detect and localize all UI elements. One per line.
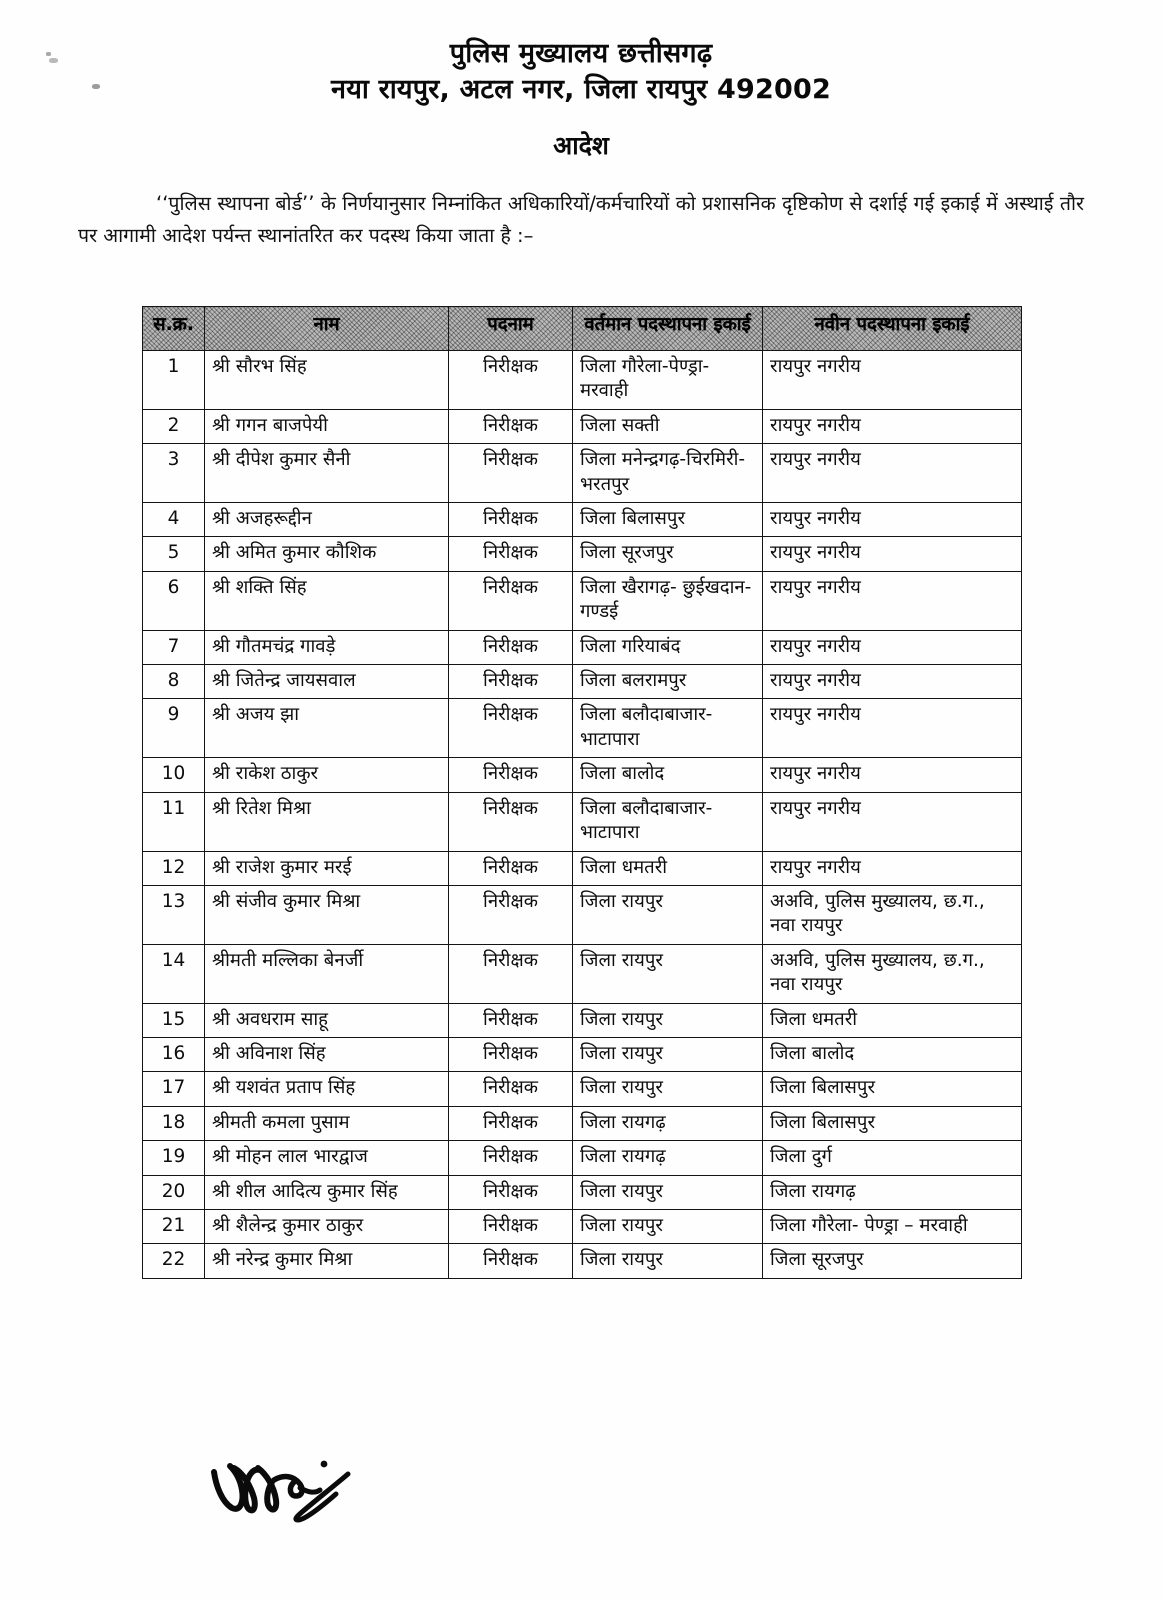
table-body [143, 351, 1022, 1279]
column-header-serial: स.क्र. [143, 307, 205, 351]
cell-serial: 4 [143, 503, 205, 537]
cell-new-unit: जिला दुर्ग [763, 1141, 1022, 1175]
cell-serial: 21 [143, 1209, 205, 1243]
cell-name: श्री यशवंत प्रताप सिंह [205, 1072, 449, 1106]
cell-designation: निरीक्षक [449, 699, 573, 758]
cell-new-unit: रायपुर नगरीय [763, 699, 1022, 758]
table-row [143, 885, 1022, 944]
table-row [143, 699, 1022, 758]
cell-serial: 14 [143, 944, 205, 1003]
cell-current-unit: जिला बलौदाबाजार-भाटापारा [573, 699, 763, 758]
cell-new-unit: रायपुर नगरीय [763, 571, 1022, 630]
cell-name: श्रीमती कमला पुसाम [205, 1106, 449, 1140]
cell-serial: 22 [143, 1244, 205, 1278]
cell-name: श्री मोहन लाल भारद्वाज [205, 1141, 449, 1175]
cell-serial: 5 [143, 537, 205, 571]
cell-current-unit: जिला सक्ती [573, 409, 763, 443]
table-row [143, 409, 1022, 443]
cell-serial: 12 [143, 851, 205, 885]
cell-designation: निरीक्षक [449, 758, 573, 792]
cell-current-unit: जिला सूरजपुर [573, 537, 763, 571]
table-row [143, 351, 1022, 410]
cell-name: श्रीमती मल्लिका बेनर्जी [205, 944, 449, 1003]
cell-designation: निरीक्षक [449, 1072, 573, 1106]
cell-new-unit: रायपुर नगरीय [763, 665, 1022, 699]
cell-serial: 3 [143, 444, 205, 503]
document-header [0, 0, 1162, 162]
cell-name: श्री राकेश ठाकुर [205, 758, 449, 792]
table-row [143, 1244, 1022, 1278]
cell-name: श्री नरेन्द्र कुमार मिश्रा [205, 1244, 449, 1278]
cell-designation: निरीक्षक [449, 792, 573, 851]
cell-designation: निरीक्षक [449, 1141, 573, 1175]
table-row [143, 1037, 1022, 1071]
table-row [143, 1209, 1022, 1243]
table-row [143, 851, 1022, 885]
cell-name: श्री अमित कुमार कौशिक [205, 537, 449, 571]
cell-current-unit: जिला धमतरी [573, 851, 763, 885]
cell-serial: 10 [143, 758, 205, 792]
cell-current-unit: जिला मनेन्द्रगढ़-चिरमिरी-भरतपुर [573, 444, 763, 503]
cell-new-unit: जिला धमतरी [763, 1003, 1022, 1037]
cell-current-unit: जिला बलौदाबाजार-भाटापारा [573, 792, 763, 851]
cell-designation: निरीक्षक [449, 444, 573, 503]
table-header-row [143, 307, 1022, 351]
cell-name: श्री दीपेश कुमार सैनी [205, 444, 449, 503]
cell-serial: 11 [143, 792, 205, 851]
cell-serial: 17 [143, 1072, 205, 1106]
cell-new-unit: रायपुर नगरीय [763, 444, 1022, 503]
cell-serial: 2 [143, 409, 205, 443]
cell-current-unit: जिला खैरागढ़- छुईखदान-गण्डई [573, 571, 763, 630]
cell-name: श्री रितेश मिश्रा [205, 792, 449, 851]
cell-new-unit: जिला सूरजपुर [763, 1244, 1022, 1278]
column-header-designation: पदनाम [449, 307, 573, 351]
cell-new-unit: जिला गौरेला- पेण्ड्रा – मरवाही [763, 1209, 1022, 1243]
cell-name: श्री जितेन्द्र जायसवाल [205, 665, 449, 699]
cell-current-unit: जिला गौरेला-पेण्ड्रा-मरवाही [573, 351, 763, 410]
cell-new-unit: रायपुर नगरीय [763, 792, 1022, 851]
table-row [143, 1106, 1022, 1140]
cell-new-unit: जिला बिलासपुर [763, 1106, 1022, 1140]
cell-name: श्री अवधराम साहू [205, 1003, 449, 1037]
table-row [143, 503, 1022, 537]
cell-name: श्री अजहरूद्दीन [205, 503, 449, 537]
cell-serial: 7 [143, 630, 205, 664]
transfer-order-table [142, 306, 1022, 1279]
scan-artifact-speck [46, 52, 51, 56]
cell-current-unit: जिला रायपुर [573, 1175, 763, 1209]
cell-serial: 18 [143, 1106, 205, 1140]
table-row [143, 1072, 1022, 1106]
document-title: आदेश [553, 131, 609, 161]
cell-current-unit: जिला रायगढ़ [573, 1106, 763, 1140]
cell-new-unit: अअवि, पुलिस मुख्यालय, छ.ग., नवा रायपुर [763, 885, 1022, 944]
cell-new-unit: रायपुर नगरीय [763, 409, 1022, 443]
cell-new-unit: रायपुर नगरीय [763, 351, 1022, 410]
cell-new-unit: जिला बालोद [763, 1037, 1022, 1071]
cell-new-unit: अअवि, पुलिस मुख्यालय, छ.ग., नवा रायपुर [763, 944, 1022, 1003]
organization-name: पुलिस मुख्यालय छत्तीसगढ़ [449, 38, 713, 69]
cell-designation: निरीक्षक [449, 1003, 573, 1037]
cell-new-unit: जिला बिलासपुर [763, 1072, 1022, 1106]
cell-serial: 9 [143, 699, 205, 758]
cell-serial: 16 [143, 1037, 205, 1071]
transfer-table-container [142, 306, 1022, 1279]
cell-designation: निरीक्षक [449, 851, 573, 885]
cell-designation: निरीक्षक [449, 1037, 573, 1071]
cell-name: श्री संजीव कुमार मिश्रा [205, 885, 449, 944]
cell-designation: निरीक्षक [449, 571, 573, 630]
table-row [143, 1175, 1022, 1209]
table-header [143, 307, 1022, 351]
cell-designation: निरीक्षक [449, 503, 573, 537]
cell-designation: निरीक्षक [449, 409, 573, 443]
cell-designation: निरीक्षक [449, 630, 573, 664]
cell-current-unit: जिला रायपुर [573, 885, 763, 944]
table-row [143, 537, 1022, 571]
cell-current-unit: जिला रायपुर [573, 1209, 763, 1243]
cell-name: श्री अजय झा [205, 699, 449, 758]
cell-designation: निरीक्षक [449, 665, 573, 699]
cell-serial: 8 [143, 665, 205, 699]
table-row [143, 665, 1022, 699]
cell-current-unit: जिला बालोद [573, 758, 763, 792]
cell-serial: 19 [143, 1141, 205, 1175]
organization-address: नया रायपुर, अटल नगर, जिला रायपुर 492002 [331, 74, 831, 106]
column-header-new-unit: नवीन पदस्थापना इकाई [763, 307, 1022, 351]
cell-current-unit: जिला बलरामपुर [573, 665, 763, 699]
cell-new-unit: रायपुर नगरीय [763, 851, 1022, 885]
cell-new-unit: रायपुर नगरीय [763, 758, 1022, 792]
cell-current-unit: जिला रायपुर [573, 944, 763, 1003]
column-header-name: नाम [205, 307, 449, 351]
table-row [143, 571, 1022, 630]
cell-name: श्री शील आदित्य कुमार सिंह [205, 1175, 449, 1209]
cell-name: श्री गगन बाजपेयी [205, 409, 449, 443]
column-header-current-unit: वर्तमान पदस्थापना इकाई [573, 307, 763, 351]
cell-designation: निरीक्षक [449, 1209, 573, 1243]
cell-current-unit: जिला रायपुर [573, 1003, 763, 1037]
cell-new-unit: रायपुर नगरीय [763, 630, 1022, 664]
cell-name: श्री शैलेन्द्र कुमार ठाकुर [205, 1209, 449, 1243]
scan-artifact-speck [92, 84, 100, 89]
cell-designation: निरीक्षक [449, 1106, 573, 1140]
cell-current-unit: जिला रायपुर [573, 1072, 763, 1106]
table-row [143, 792, 1022, 851]
table-row [143, 1003, 1022, 1037]
cell-serial: 13 [143, 885, 205, 944]
cell-current-unit: जिला बिलासपुर [573, 503, 763, 537]
signature [196, 1428, 456, 1538]
table-row [143, 444, 1022, 503]
cell-name: श्री अविनाश सिंह [205, 1037, 449, 1071]
cell-designation: निरीक्षक [449, 1175, 573, 1209]
cell-current-unit: जिला गरियाबंद [573, 630, 763, 664]
cell-designation: निरीक्षक [449, 351, 573, 410]
cell-designation: निरीक्षक [449, 885, 573, 944]
cell-current-unit: जिला रायगढ़ [573, 1141, 763, 1175]
cell-new-unit: रायपुर नगरीय [763, 503, 1022, 537]
cell-serial: 1 [143, 351, 205, 410]
table-row [143, 1141, 1022, 1175]
cell-serial: 6 [143, 571, 205, 630]
cell-designation: निरीक्षक [449, 537, 573, 571]
cell-designation: निरीक्षक [449, 1244, 573, 1278]
cell-current-unit: जिला रायपुर [573, 1037, 763, 1071]
cell-serial: 20 [143, 1175, 205, 1209]
table-row [143, 630, 1022, 664]
cell-name: श्री शक्ति सिंह [205, 571, 449, 630]
cell-new-unit: रायपुर नगरीय [763, 537, 1022, 571]
cell-name: श्री सौरभ सिंह [205, 351, 449, 410]
scan-artifact-speck [49, 58, 58, 63]
table-row [143, 758, 1022, 792]
cell-new-unit: जिला रायगढ़ [763, 1175, 1022, 1209]
table-row [143, 944, 1022, 1003]
cell-current-unit: जिला रायपुर [573, 1244, 763, 1278]
cell-serial: 15 [143, 1003, 205, 1037]
cell-designation: निरीक्षक [449, 944, 573, 1003]
cell-name: श्री राजेश कुमार मरई [205, 851, 449, 885]
cell-name: श्री गौतमचंद्र गावड़े [205, 630, 449, 664]
order-paragraph: ‘‘पुलिस स्थापना बोर्ड’’ के निर्णयानुसार निम्नांकित अधिकारियों/कर्मचारियों को प्रशासनिक दृष्टिकोण से दर्शाई गई इकाई में अस्थाई तौर पर आगामी आदेश पर्यन्त स्थानांतरित कर पदस्थ किया जाता है :– [78, 192, 1084, 247]
